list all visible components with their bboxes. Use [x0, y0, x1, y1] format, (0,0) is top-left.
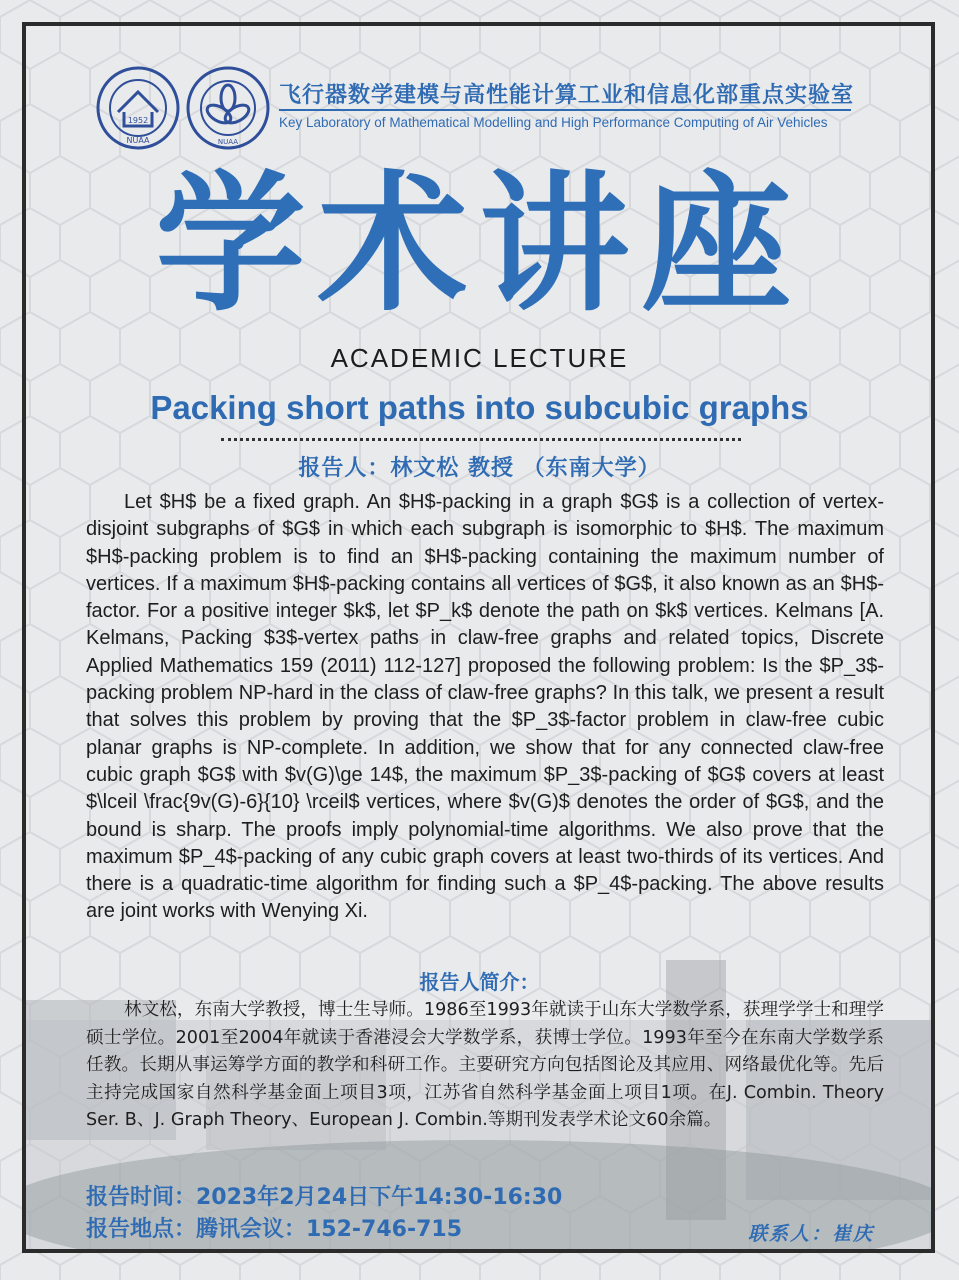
logo1-year: 1952 — [127, 116, 149, 125]
key-laboratory-logo — [186, 66, 270, 150]
lecture-title-english: ACADEMIC LECTURE — [330, 343, 629, 373]
speaker-bio: 林文松，东南大学教授，博士生导师。1986至1993年就读于山东大学数学系，获理学学士和理学硕士学位。2001至2004年就读于香港浸会大学数学系，获博士学位。1993年至今在东南大学数学系任教。长期从事运筹学方面的教学和科研工作。主要研究方向包括图论及其应用、网络最优化等。先后主持完成国家自然科学基金面上项目3项，江苏省自然科学基金面上项目1项。在J. Combin. Theory Ser. B、J. Graph Theory、European J. Combin.等期刊发表学术论文60余篇。 — [86, 1000, 884, 1131]
lab-name-chinese: 飞行器数学建模与高性能计算工业和信息化部重点实验室 — [279, 83, 855, 108]
nuaa-university-logo — [96, 66, 180, 150]
lecture-location: 报告地点：腾讯会议：152-746-715 — [86, 1217, 463, 1242]
bio-heading: 报告人简介： — [419, 970, 540, 994]
lecture-title-chinese: 学术讲座 — [155, 158, 804, 332]
talk-title: Packing short paths into subcubic graphs — [150, 389, 809, 426]
speaker-line: 报告人：林文松 教授 （东南大学） — [298, 456, 661, 481]
abstract-text: Let $H$ be a fixed graph. An $H$-packing in a graph $G$ is a collection of vertex-disjoint subgraphs of $G$ in which each subgraph is isomorphic to $H$. The maximum $H$-packing problem is to find an $H$-packing containing the maximum number of vertices. If a maximum $H$-packing contains all vertices of $G$, it also known as an $H$-factor. For a positive integer $k$, let $P_k$ denote the path on $k$ vertices. Kelmans [A. Kelmans, Packing $3$-vertex paths in claw-free graphs and related topics, Discrete Applied Mathematics 159 (2011) 112-127] proposed the following problem: Is the $P_3$-packing problem NP-hard in the class of claw-free graphs? In this talk, we present a result that solves this problem by proving that the $P_3$-factor problem in claw-free cubic planar graphs is NP-complete. In addition, we show that for any connected claw-free cubic graph $G$ with $v(G)\ge 14$, the maximum $P_3$-packing of $G$ covers at least $\lceil \frac{9v(G)-6}{10} \rceil$ vertices, where $v(G)$ denotes the order of $G$, and the bound is sharp. The proofs imply polynomial-time algorithms. We also prove that the maximum $P_4$-packing of any cubic graph covers at least two-thirds of its vertices. And there is a quadratic-time algorithm for finding such a $P_4$-packing. The above results are joint works with Wenying Xi. — [86, 491, 884, 923]
logo2-abbr: NUAA — [217, 138, 239, 146]
lab-name-english: Key Laboratory of Mathematical Modelling and High Performance Computing of Air Vehicles — [279, 115, 828, 130]
contact-person: 联系人：崔庆 — [748, 1223, 875, 1245]
dotted-divider — [221, 438, 741, 441]
logo1-abbr: NUAA — [126, 136, 150, 145]
lab-name-underline — [279, 109, 851, 111]
lecture-time: 报告时间：2023年2月24日下午14:30-16:30 — [86, 1185, 563, 1210]
